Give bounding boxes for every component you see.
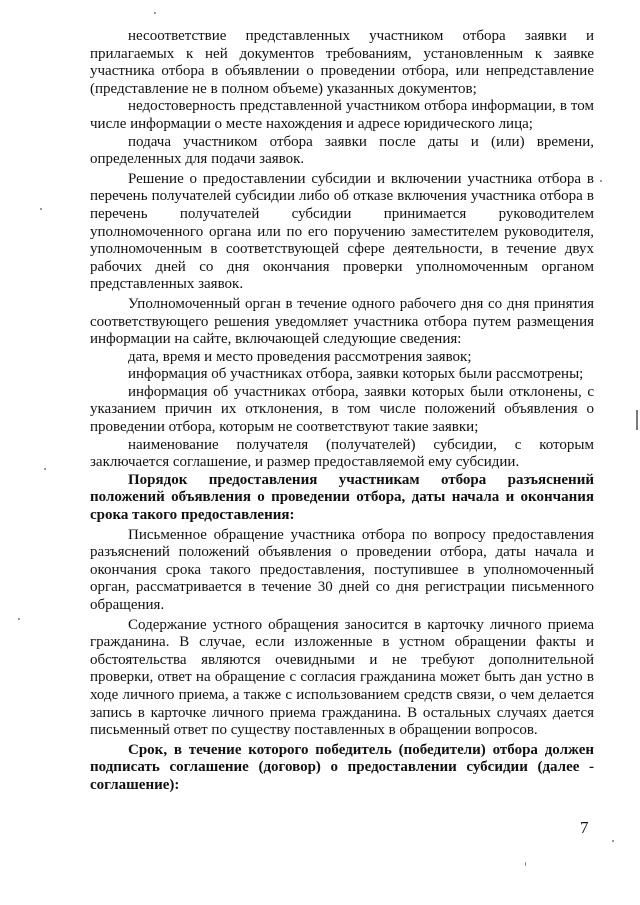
section-heading-agreement-term: Срок, в течение которого победитель (победители) отбора должен подписать соглашение (договор) о предоставлении субсидии (далее - соглашение): [90,741,594,793]
paragraph-late-submission: подача участником отбора заявки после даты и (или) времени, определенных для подачи заявок. [90,133,594,168]
paragraph-oral-appeal: Содержание устного обращения заносится в карточку личного приема гражданина. В случае, если изложенные в устном обращении факты и обстоятельства являются очевидными и не требуют дополнительной проверки, ответ на обращение с согласия гражданина может быть дан устно в ходе личного приема, а также с использованием средств связи, о чем делается запись в карточке личного приема гражданина. В остальных случаях дается письменный ответ по существу поставленных в обращении вопросов. [90,616,594,739]
paragraph-notification: Уполномоченный орган в течение одного рабочего дня со дня принятия соответствующего решения уведомляет участника отбора путем размещения информации на сайте, включающей следующие сведения: [90,295,594,348]
scan-speck [44,468,46,470]
scan-speck [154,12,156,14]
section-heading-clarifications: Порядок предоставления участникам отбора разъяснений положений объявления о проведении отбора, даты начала и окончания срока такого предоставления: [90,471,594,524]
list-item-recipient-name: наименование получателя (получателей) субсидии, с которым заключается соглашение, и размер предоставляемой ему субсидии. [90,436,594,471]
paragraph-nonconformity: несоответствие представленных участником отбора заявки и прилагаемых к ней документов требованиям, установленным к заявке участника отбора в объявлении о проведении отбора, или непредставление (представление не в полном объеме) указанных документов; [90,28,594,97]
scan-speck [18,618,20,620]
scan-speck [600,180,602,182]
scan-speck [636,410,638,430]
paragraph-decision: Решение о предоставлении субсидии и включении участника отбора в перечень получателей субсидии либо об отказе включения участника отбора в перечень получателей субсидии принимается руководителем уполномоченного органа или по его поручению заместителем руководителя, уполномоченным в соответствующей сфере деятельности, в течение двух рабочих дней со дня окончания проверки уполномоченным органом представленных заявок. [90,170,594,293]
scan-speck [525,862,526,866]
scan-speck [40,208,42,210]
paragraph-written-appeal: Письменное обращение участника отбора по вопросу предоставления разъяснений положений объявления о проведении отбора, даты начала и окончания срока такого предоставления, поступившее в уполномоченный орган, рассматривается в течение 30 дней со дня регистрации письменного обращения. [90,526,594,613]
scan-speck [612,840,614,842]
list-item-date-time-place: дата, время и место проведения рассмотрения заявок; [128,348,472,365]
page-number: 7 [580,818,589,837]
document-body [90,28,594,795]
list-item-reviewed-participants: информация об участниках отбора, заявки которых были рассмотрены; [128,366,584,383]
list-item-rejected-participants: информация об участниках отбора, заявки которых были отклонены, с указанием причин их отклонения, в том числе положений объявления о проведении отбора, которым не соответствуют такие заявки; [90,383,594,436]
paragraph-unreliability: недостоверность представленной участником отбора информации, в том числе информации о месте нахождения и адресе юридического лица; [90,98,594,132]
